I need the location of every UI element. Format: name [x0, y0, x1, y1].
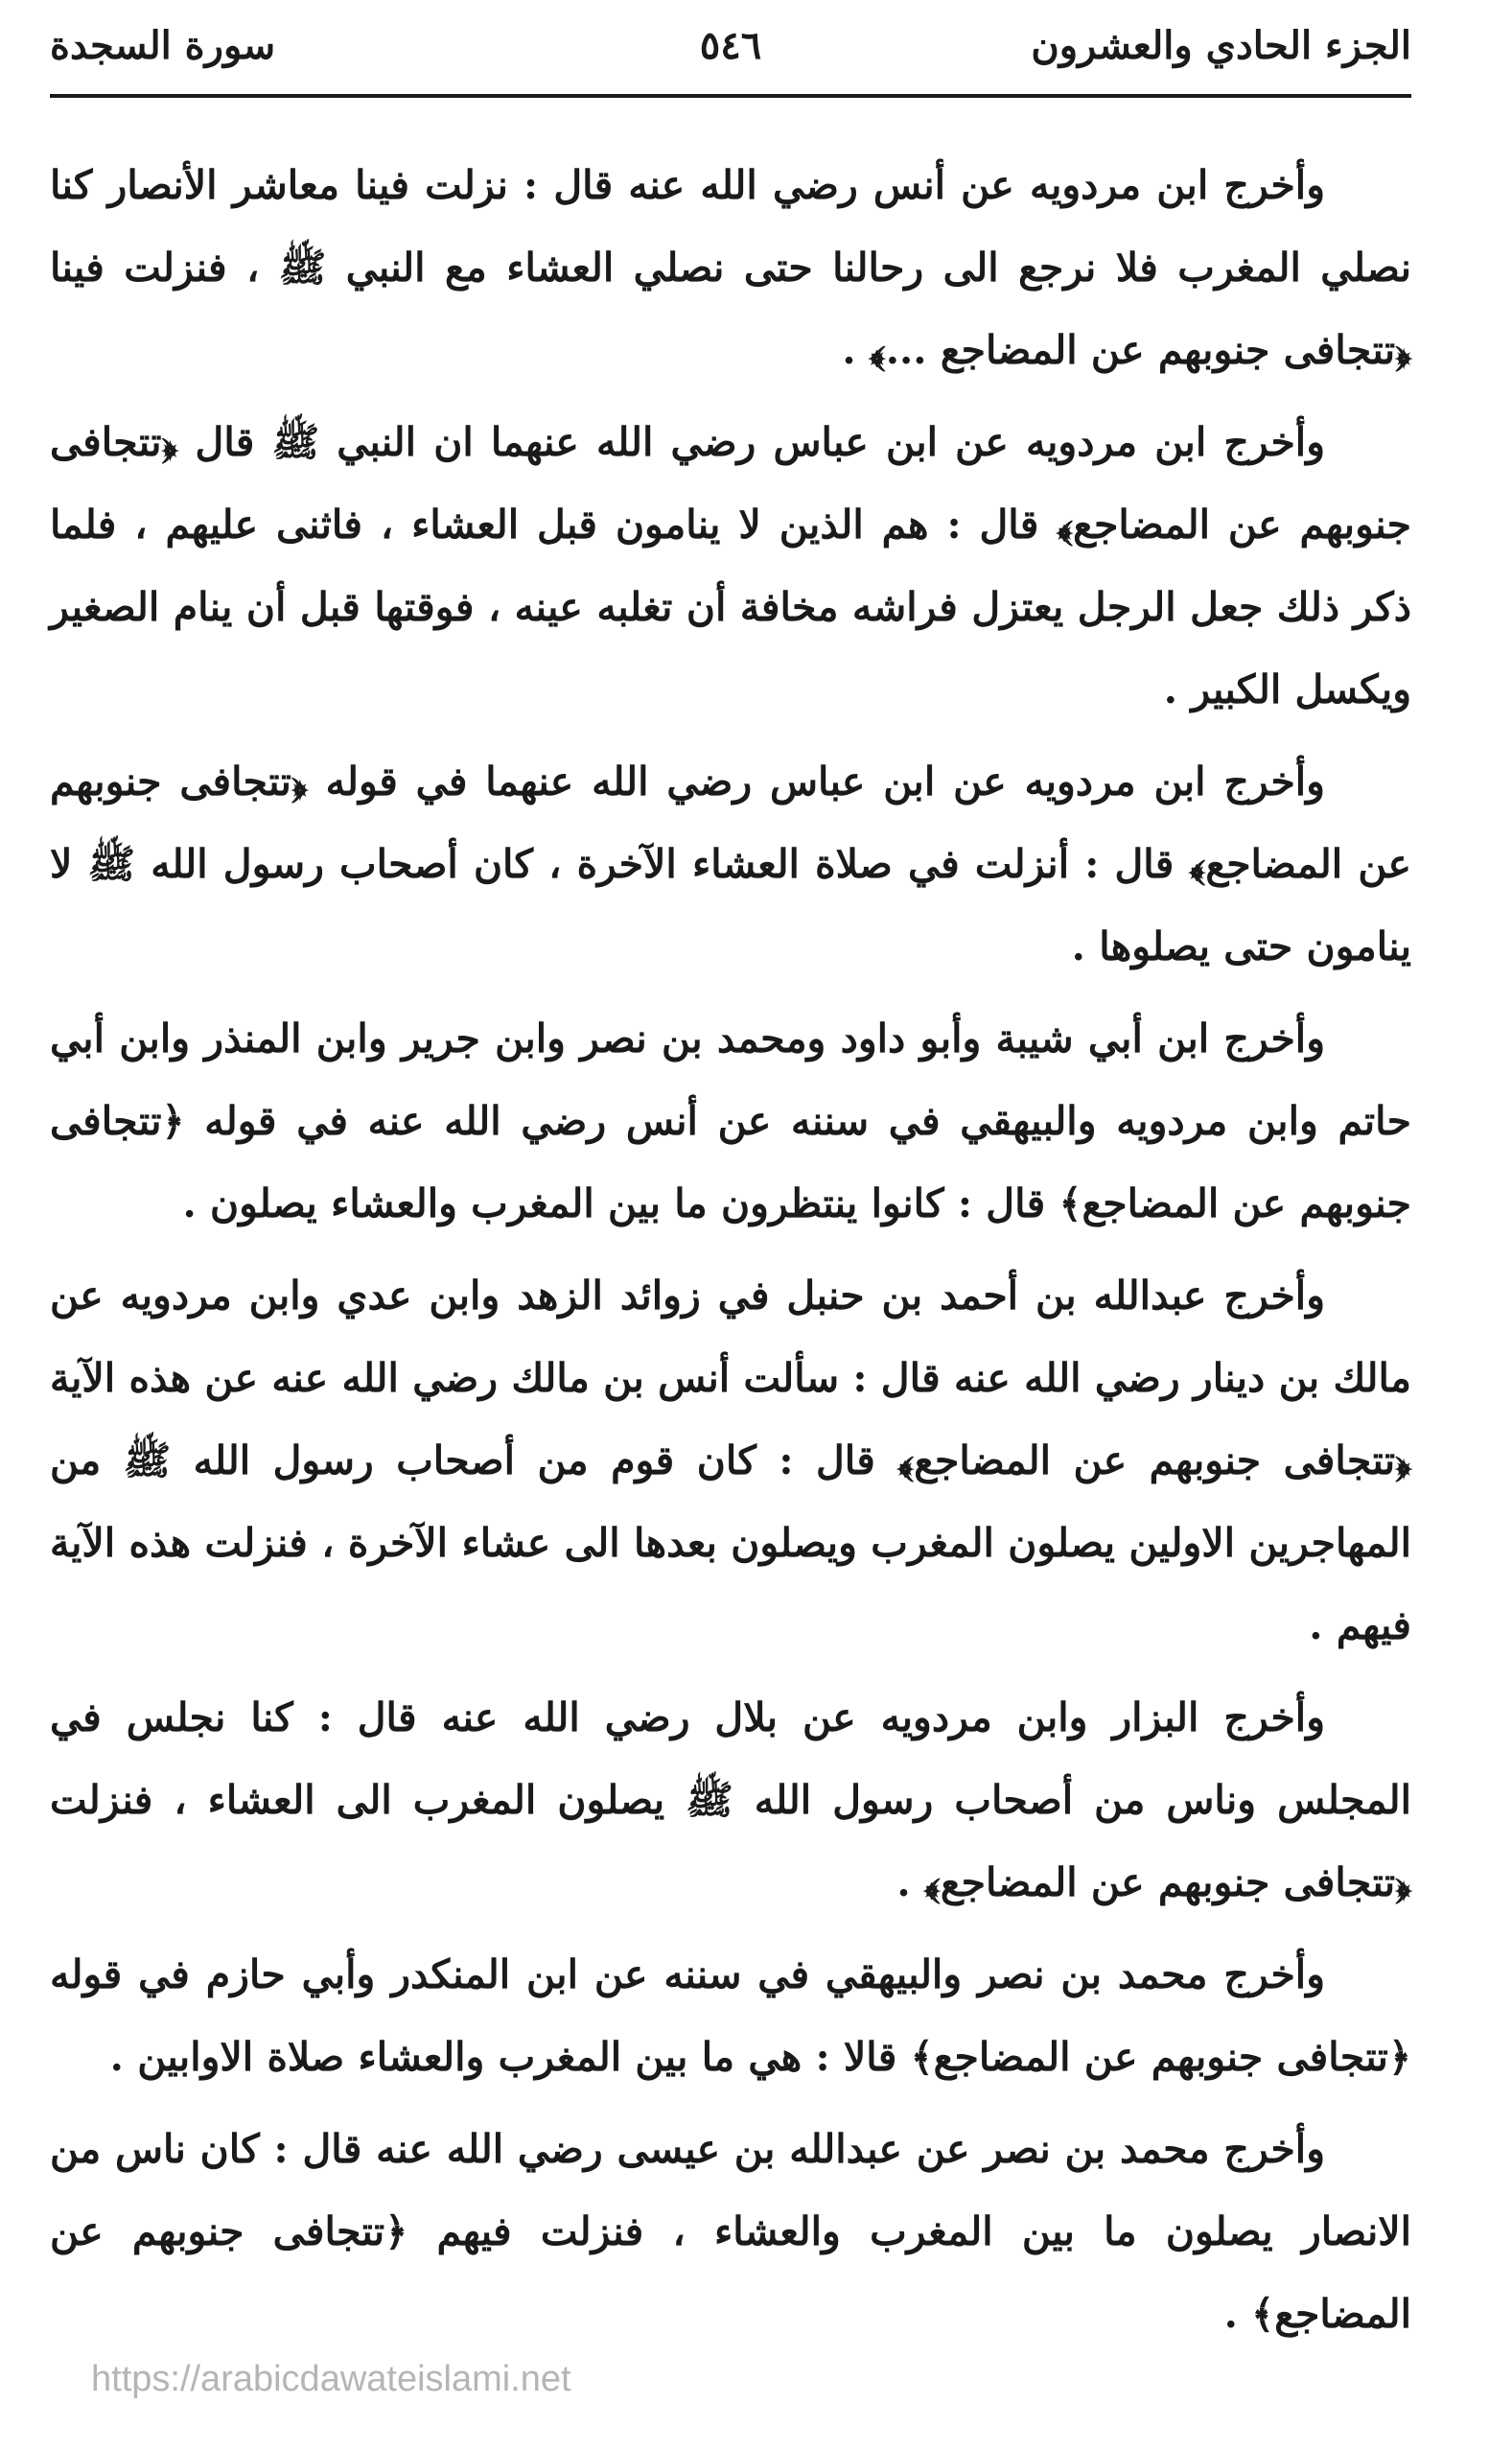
page-number: ٥٤٦ [699, 23, 762, 68]
running-header [50, 17, 1411, 75]
page-body [50, 144, 1411, 2365]
surah-title: سورة السجدة [50, 23, 276, 68]
juz-title: الجزء الحادي والعشرون [1031, 23, 1411, 68]
paragraph: وأخرج البزار وابن مردويه عن بلال رضي الله عنه قال : كنا نجلس في المجلس وناس من أصحاب رسول الله ﷺ يصلون المغرب الى العشاء ، فنزلت ﴿تتجافى جنوبهم عن المضاجع﴾ . [50, 1694, 1411, 1905]
watermark-url: https://arabicdawateislami.net [91, 2359, 571, 2399]
header-rule [50, 94, 1411, 98]
paragraph: وأخرج ابن أبي شيبة وأبو داود ومحمد بن نصر وابن جرير وابن المنذر وابن أبي حاتم وابن مردويه والبيهقي في سننه عن أنس رضي الله عنه في قوله ﴿تتجافى جنوبهم عن المضاجع﴾ قال : كانوا ينتظرون ما بين المغرب والعشاء يصلون . [50, 1015, 1411, 1226]
paragraph: وأخرج ابن مردويه عن ابن عباس رضي الله عنهما ان النبي ﷺ قال ﴿تتجافى جنوبهم عن المضاجع﴾ قال : هم الذين لا ينامون قبل العشاء ، فاثنى عليهم ، فلما ذكر ذلك جعل الرجل يعتزل فراشه مخافة أن تغلبه عينه ، فوقتها قبل أن ينام الصغير ويكسل الكبير . [50, 419, 1411, 712]
paragraph: وأخرج عبدالله بن أحمد بن حنبل في زوائد الزهد وابن عدي وابن مردويه عن مالك بن دينار رضي الله عنه قال : سألت أنس بن مالك رضي الله عنه عن هذه الآية ﴿تتجافى جنوبهم عن المضاجع﴾ قال : كان قوم من أصحاب رسول الله ﷺ من المهاجرين الاولين يصلون المغرب ويصلون بعدها الى عشاء الآخرة ، فنزلت هذه الآية فيهم . [50, 1272, 1411, 1648]
paragraph: وأخرج محمد بن نصر عن عبدالله بن عيسى رضي الله عنه قال : كان ناس من الانصار يصلون ما بين المغرب والعشاء ، فنزلت فيهم ﴿تتجافى جنوبهم عن المضاجع﴾ . [50, 2126, 1411, 2337]
paragraph: وأخرج ابن مردويه عن أنس رضي الله عنه قال : نزلت فينا معاشر الأنصار كنا نصلي المغرب فلا نرجع الى رحالنا حتى نصلي العشاء مع النبي ﷺ ، فنزلت فينا ﴿تتجافى جنوبهم عن المضاجع ...﴾ . [50, 162, 1411, 373]
paragraph: وأخرج ابن مردويه عن ابن عباس رضي الله عنهما في قوله ﴿تتجافى جنوبهم عن المضاجع﴾ قال : أنزلت في صلاة العشاء الآخرة ، كان أصحاب رسول الله ﷺ لا ينامون حتى يصلوها . [50, 759, 1411, 969]
paragraph: وأخرج محمد بن نصر والبيهقي في سننه عن ابن المنكدر وأبي حازم في قوله ﴿تتجافى جنوبهم عن المضاجع﴾ قالا : هي ما بين المغرب والعشاء صلاة الاوابين . [50, 1951, 1411, 2080]
